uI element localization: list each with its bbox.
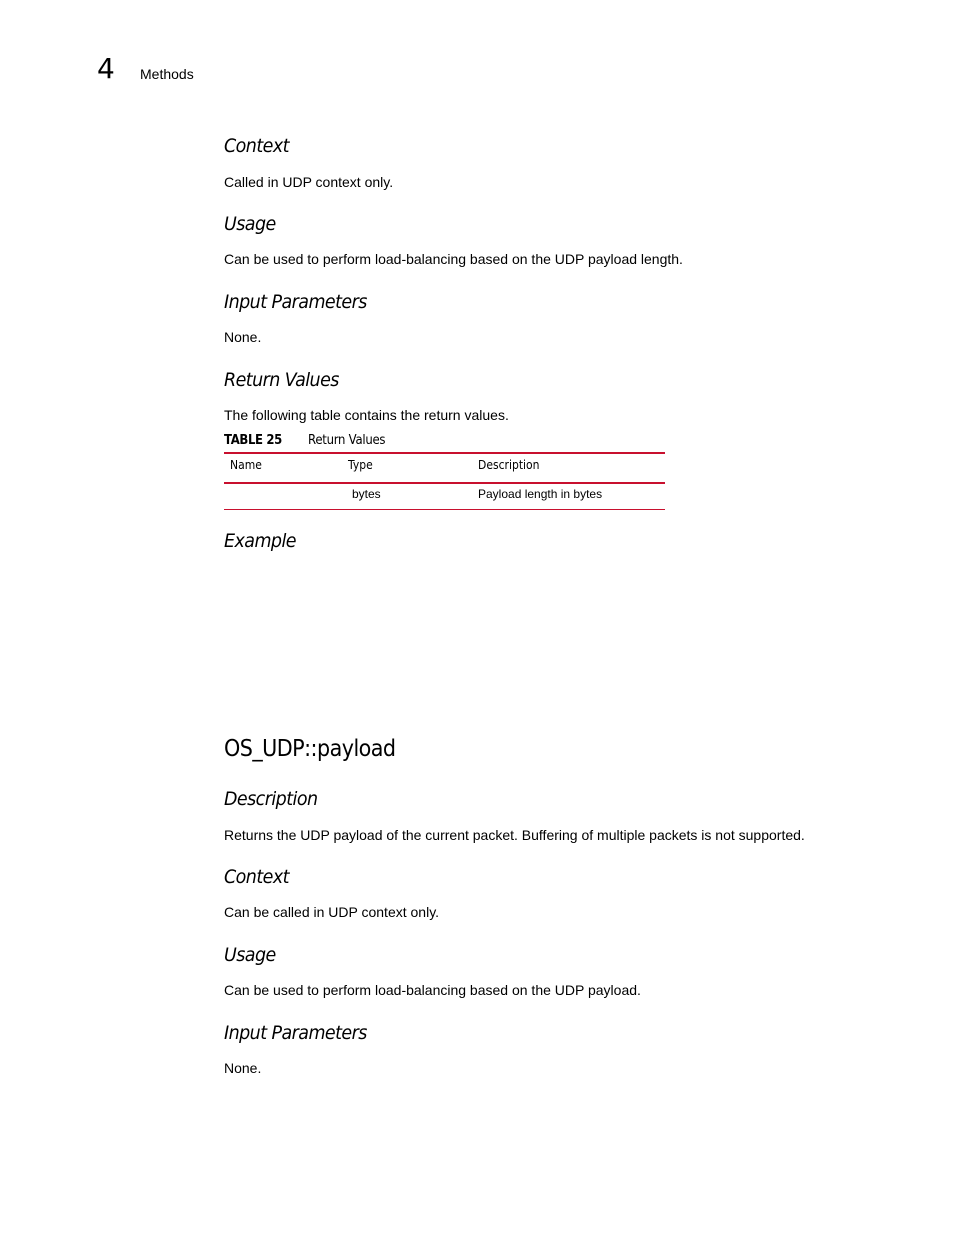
table-header-description: Description: [478, 458, 540, 472]
return-values-text: The following table contains the return values.: [224, 407, 509, 423]
input-parameters-text-2: None.: [224, 1060, 262, 1076]
method-title: OS_UDP::payload: [224, 736, 396, 762]
input-parameters-text: None.: [224, 329, 262, 345]
table-header-rule: [224, 482, 665, 484]
usage-text-2: Can be used to perform load-balancing based on the UDP payload.: [224, 982, 641, 998]
chapter-title: Methods: [140, 66, 194, 82]
context-heading-2: Context: [224, 866, 289, 888]
usage-heading: Usage: [224, 213, 276, 235]
input-parameters-heading: Input Parameters: [224, 291, 367, 313]
table-cell-type: bytes: [352, 487, 381, 501]
input-parameters-heading-2: Input Parameters: [224, 1022, 367, 1044]
return-values-heading: Return Values: [224, 369, 339, 391]
usage-heading-2: Usage: [224, 944, 276, 966]
table-caption-title: Return Values: [308, 433, 386, 448]
table-header-type: Type: [348, 458, 373, 472]
table-caption-label: TABLE 25: [224, 433, 282, 448]
table-top-rule: [224, 452, 665, 454]
context-text-2: Can be called in UDP context only.: [224, 904, 440, 920]
usage-text: Can be used to perform load-balancing based on the UDP payload length.: [224, 251, 683, 267]
table-cell-description: Payload length in bytes: [478, 487, 603, 501]
chapter-number: 4: [97, 52, 115, 85]
description-heading: Description: [224, 788, 318, 810]
context-text: Called in UDP context only.: [224, 174, 394, 190]
table-header-name: Name: [230, 458, 262, 472]
table-bottom-rule: [224, 509, 665, 510]
example-heading: Example: [224, 530, 296, 552]
context-heading: Context: [224, 135, 289, 157]
description-text: Returns the UDP payload of the current packet. Buffering of multiple packets is not supported.: [224, 827, 805, 843]
